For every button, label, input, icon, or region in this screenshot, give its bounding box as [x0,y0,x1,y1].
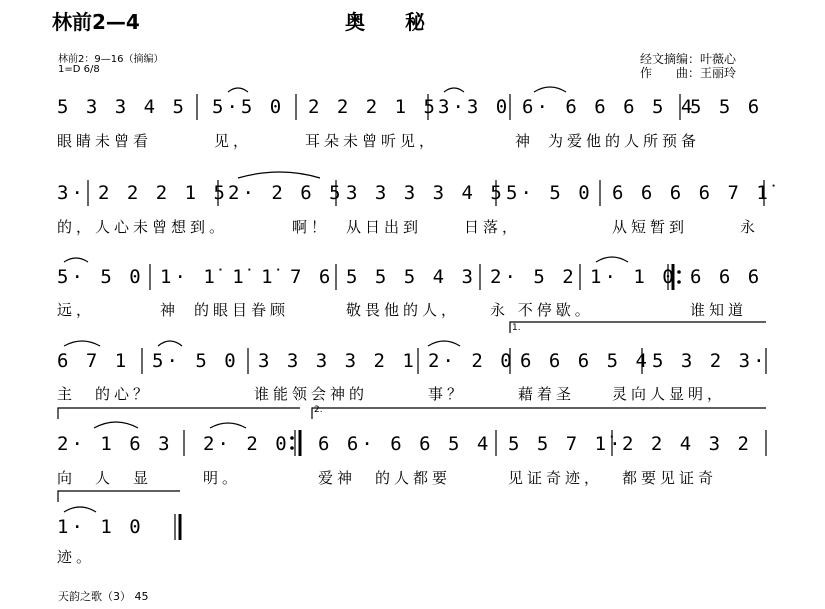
repeat-dot [290,436,294,440]
lyric-text: 永 不停歇。 [490,301,594,319]
key-signature: 1=D 6/8 [58,64,100,75]
repeat-dot [677,270,681,274]
measure-notes: 6 6 6 6 7 1̇ [612,182,771,204]
measure-notes: 5 3 3 4 5 [57,96,187,118]
slur [64,341,100,346]
lyric-text: 事？ [428,385,467,403]
measure-notes: 1· 1̇ 1̇ 1̇ 7 6 [160,266,334,288]
composer-credit: 作 曲：王丽玲 [640,66,737,80]
lyric-text: 神 [160,301,180,319]
measure-notes: 6 7 1 [57,350,130,372]
lyric-text: 的，人心未曾想到。 [57,218,229,236]
measure-notes: 6 6 6 5 4 [520,350,650,372]
slur [94,422,138,428]
lyric-text: 主 的心？ [57,385,153,403]
slur [596,257,628,262]
slur [64,507,96,512]
lyric-text: 啊！ [292,218,331,236]
lyric-text: 从短暂到 [612,218,689,236]
lyric-text: 谁知道 [690,301,748,319]
lyric-text: 的眼目眷顾 [194,301,290,319]
lyric-text: 为爱他的人所预备 [548,132,701,150]
measure-notes: 5· 5 0 [152,350,239,372]
lyric-text: 永 [740,218,760,236]
lyric-text: 向 人 显 [57,469,153,487]
measure-notes: 3 3 3 3 2 1 [258,350,417,372]
measure-notes: 3· [57,182,86,204]
repeat-dot [677,280,681,284]
lyric-text: 爱神 的人都要 [318,469,452,487]
measure-notes: 5· 5 0 [57,266,144,288]
volta-bracket [510,322,766,333]
measure-notes: 5·5 0 [212,96,285,118]
slur [238,172,320,178]
lyric-text: 迹。 [57,548,96,566]
slur [444,88,464,92]
slur [534,87,566,92]
measure-notes: 2· 1 6 3 [57,433,173,455]
lyric-text: 明。 [203,469,242,487]
measure-notes: 1· 1 0 [57,516,144,538]
measure-notes: 6 6 6 [690,266,763,288]
lyricist-credit: 经文摘编：叶薇心 [640,52,737,66]
slur [158,341,182,346]
repeat-dot [290,446,294,450]
lyric-text: 敬畏他的人， [346,301,461,319]
slur [428,341,460,346]
lyric-text: 远， [57,301,96,319]
measure-notes: 5 5 7 1̇· [508,433,624,455]
lyric-text: 见证奇迹， [508,469,604,487]
lyric-text: 灵向人显明， [612,385,727,403]
song-title: 奥 秘 [345,10,425,34]
lyric-text: 藉着圣 [518,385,576,403]
slur [228,88,248,92]
measure-notes: 6 6· 6 6 5 4 [318,433,492,455]
measure-notes: 2 2 2 1 5 [308,96,438,118]
scripture-source: 林前2：9—16（摘编） [58,54,164,65]
lyric-text: 都要见证奇 [622,469,718,487]
slur [64,258,88,262]
lyric-text: 见， [214,132,253,150]
slur [210,423,246,428]
volta-bracket [58,491,180,502]
measure-notes: 5· 5 0 [506,182,593,204]
measure-notes: 2 2 4 3 2 [622,433,752,455]
hymn-number: 林前2—4 [52,10,140,34]
volta-second-label: 2. [314,405,323,415]
lyric-text: 眼睛未曾看 [57,132,153,150]
page-footer: 天韵之歌（3） 45 [58,590,149,603]
lyric-text: 从日出到 [346,218,423,236]
volta-first-label: 1. [512,323,521,333]
measure-notes: 6· 6 6 6 5 4 [522,96,696,118]
measure-notes: 3·3 0 [438,96,511,118]
measure-notes: 2· 5 2 [490,266,577,288]
measure-notes: 2· 2 6 5 [228,182,344,204]
lyric-text: 神 [515,132,535,150]
measure-notes: 2· 2 0 [428,350,515,372]
measure-notes: 3 3 3 3 4 5 [346,182,505,204]
lyric-text: 日落， [464,218,522,236]
volta-bracket [58,408,300,419]
measure-notes: 1· 1 0 [590,266,677,288]
lyric-text: 谁能领会神的 [254,385,369,403]
measure-notes: 5 3 2 3· [652,350,768,372]
measure-notes: 2 2 2 1 5 [98,182,228,204]
measure-notes: 5 5 6 [690,96,763,118]
measure-notes: 2· 2 0 [203,433,290,455]
measure-notes: 5 5 5 4 3 [346,266,476,288]
lyric-text: 耳朵未曾听见， [305,132,439,150]
volta-bracket [312,408,766,419]
